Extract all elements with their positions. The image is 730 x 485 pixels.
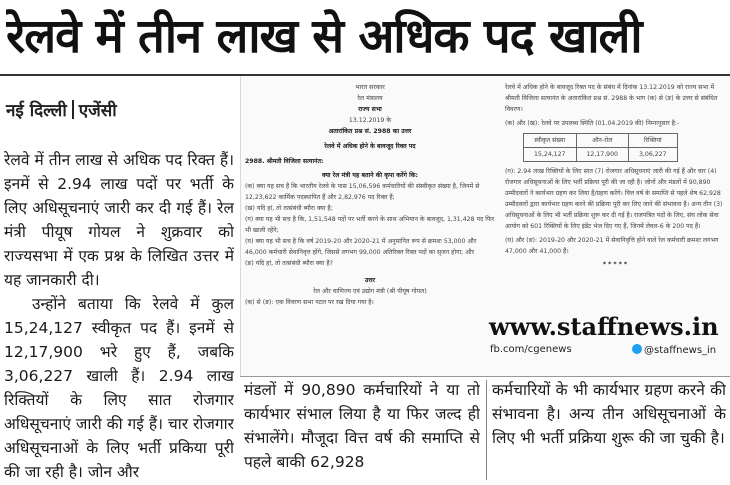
- watermark-facebook: fb.com/cgenews: [490, 344, 572, 355]
- vacancy-table: [523, 133, 678, 162]
- doc-minister: रेल और वाणिज्य एवं उद्योग मंत्री (श्री पीयूष गोयल): [313, 288, 427, 295]
- doc-header-ministry: रेल मंत्रालय: [357, 95, 383, 102]
- doc-answer-start: (क) से (ङ): एक विवरण सभा पटल पर रख दिया गया है।: [245, 299, 374, 306]
- doc-item-g: (ग) क्या यह भी सच है कि, 1,51,548 पदों पर भर्ती करने के साथ अभियान के बावजूद, 1,31,428 पद फिर भी खाली रहेंगे;: [245, 216, 495, 234]
- doc-item-kh: (ख) यदि हां, तो तत्संबंधी ब्यौरा क्या है;: [245, 205, 333, 212]
- dateline-city: नई दिल्ली: [6, 101, 67, 121]
- column-divider: [486, 380, 487, 480]
- doc-date: 13.12.2019 के: [348, 117, 392, 124]
- document-bottom-divider: [240, 376, 730, 377]
- doc-header-govt: भारत सरकार: [355, 84, 385, 91]
- doc-item-k: (क) क्या यह सच है कि भारतीय रेलवे के पास 15,06,596 कर्मचारियों की संस्वीकृत संख्या है, जिनमें से 12,23,622 कार्मिक पदस्थापित हैं और 2,82,976 पद रिक्त हैं;: [245, 183, 480, 201]
- doc-member: 2988. श्रीमती विजिला सत्यानंत:: [245, 158, 324, 165]
- doc-end-stars: *****: [602, 261, 630, 268]
- document-statement-panel: [505, 82, 727, 312]
- dateline: [6, 98, 117, 122]
- article-left-column: [4, 148, 234, 483]
- doc-gh-e: (घ) और (ङ): 2019-20 और 2020-21 में सेवानिवृत्ति होने वाले रेल कर्मचारी क्रमशः लगभग 47,000 और 41,000 हैं।: [505, 237, 719, 255]
- dateline-agency: एजेंसी: [78, 101, 117, 121]
- doc-sabha: राज्य सभा: [358, 106, 382, 113]
- doc-g-to-e: (ग): 2.94 लाख रिक्तियों के लिए सात (7) रोजगार अधिसूचनाएं जारी की गई हैं और चार (4) रोजगार अधिसूचनाओं के लिए भर्ती प्रक्रिया पूरी की जा रही है। जोनों और मंडलों में 90,890 उम्मीदवारों ने कार्यभार ग्रहण कर लिया है/ग्रहण करेंगे। वित्त वर्ष के समाप्ति से पहले शेष 62,928 उम्मीदवारों द्वारा कार्यभार ग्रहण करने की प्रक्रिया पूरी कर लिए जाने की संभावना है। अन्य तीन (3) अधिसूचनाओं के लिए भी भर्ती प्रक्रिया शुरू कर दी गई है। राजपत्रित पदों के लिए, संघ लोक सेवा आयोग को 601 रिक्तियों के लिए इंडेंट भेज दिए गए हैं, जिनमें लेवल-6 के 200 पद हैं।: [505, 168, 723, 230]
- dateline-separator: [72, 100, 74, 119]
- doc-ab-label: (क) और (ख): रेलवे पर उपलब्ध स्थिति (01.04.2019 की) निम्नानुसार है:-: [505, 120, 680, 127]
- vacancy-table-cell: 15,24,127: [524, 148, 577, 162]
- doc-question-number: अतारांकित प्रश्न सं. 2988 का उत्तर: [328, 128, 412, 135]
- doc-answer-label: उत्तर: [364, 277, 376, 284]
- doc-subject: रेलवे में अधिक होने के बावजूद रिक्त पद: [324, 143, 416, 150]
- headline: रेलवे में तीन लाख से अधिक पद खाली: [6, 9, 642, 64]
- watermark-twitter: [632, 344, 716, 356]
- vacancy-table-header: ऑन-रोल: [576, 134, 629, 148]
- document-question-panel: [245, 82, 495, 372]
- doc-intro: क्या रेल मंत्री यह बताने की कृपा करेंगे कि:: [322, 172, 418, 179]
- vacancy-table-header: स्वीकृत संख्या: [524, 134, 577, 148]
- watermark-site: www.staffnews.in: [489, 312, 719, 341]
- vacancy-table-header: रिक्तियां: [629, 134, 678, 148]
- vacancy-table-cell: 12,17,900: [576, 148, 629, 162]
- vacancy-table-header-row: [524, 134, 678, 148]
- article-paragraph-1: रेलवे में तीन लाख से अधिक पद रिक्त हैं। इनमें से 2.94 लाख पदों पर भर्ती के लिए अधिसूचनाएं जारी कर दी गई हैं। रेल मंत्री पीयूष गोयल ने शुक्रवार को राज्यसभा में एक प्रश्न के लिखित उत्तर में यह जानकारी दी।: [4, 151, 234, 289]
- doc-statement-intro: रेलवे में अधिक होने के बावजूद रिक्त पद के संबंध में दिनांक 13.12.2019 को राज्य सभा में श्रीमती विजिला सत्यानंत के अतारांकित प्रश्न सं. 2988 के भाग (क) से (ङ) के उत्तर से संबंधित विवरण।: [505, 84, 718, 113]
- twitter-bird-icon: [632, 344, 642, 354]
- vacancy-table-cell: 3,06,227: [629, 148, 678, 162]
- article-right-column: कर्मचारियों के भी कार्यभार ग्रहण करने की संभावना है। अन्य तीन अधिसूचनाओं के लिए भी भर्ती प्रक्रिया शुरू की जा चुकी है।: [492, 381, 726, 447]
- doc-item-gh: (घ) क्या यह भी सच है कि वर्ष 2019-20 और 2020-21 में अनुमानित रूप से क्रमशः 53,000 और 46,000 कर्मचारी सेवानिवृत्त होंगे, जिससे लगभग 99,000 अतिरिक्त रिक्त पदों का सृजन होगा; और: [245, 238, 477, 256]
- article-middle-column: मंडलों में 90,890 कर्मचारियों ने या तो कार्यभार संभाल लिया है या फिर जल्द ही संभालेंगे। मौजूदा वित्त वर्ष की समाप्ति से पहले बाकी 62,928: [244, 381, 480, 471]
- doc-item-e: (ङ) यदि हां, तो तत्संबंधी ब्यौरा क्या है?: [245, 260, 333, 267]
- vacancy-table-row: [524, 148, 678, 162]
- article-paragraph-2: उन्होंने बताया कि रेलवे में कुल 15,24,127 स्वीकृत पद हैं। इनमें से 12,17,900 भरे हुए हैं, जबकि 3,06,227 खाली हैं। 2.94 लाख रिक्तियों के लिए सात रोजगार अधिसूचनाएं जारी की गई हैं। चार रोजगार अधिसूचनाओं के लिए भर्ती प्रकिया पूरी की जा रही है। जोन और: [4, 295, 234, 481]
- watermark-twitter-handle: @staffnews_in: [644, 345, 717, 356]
